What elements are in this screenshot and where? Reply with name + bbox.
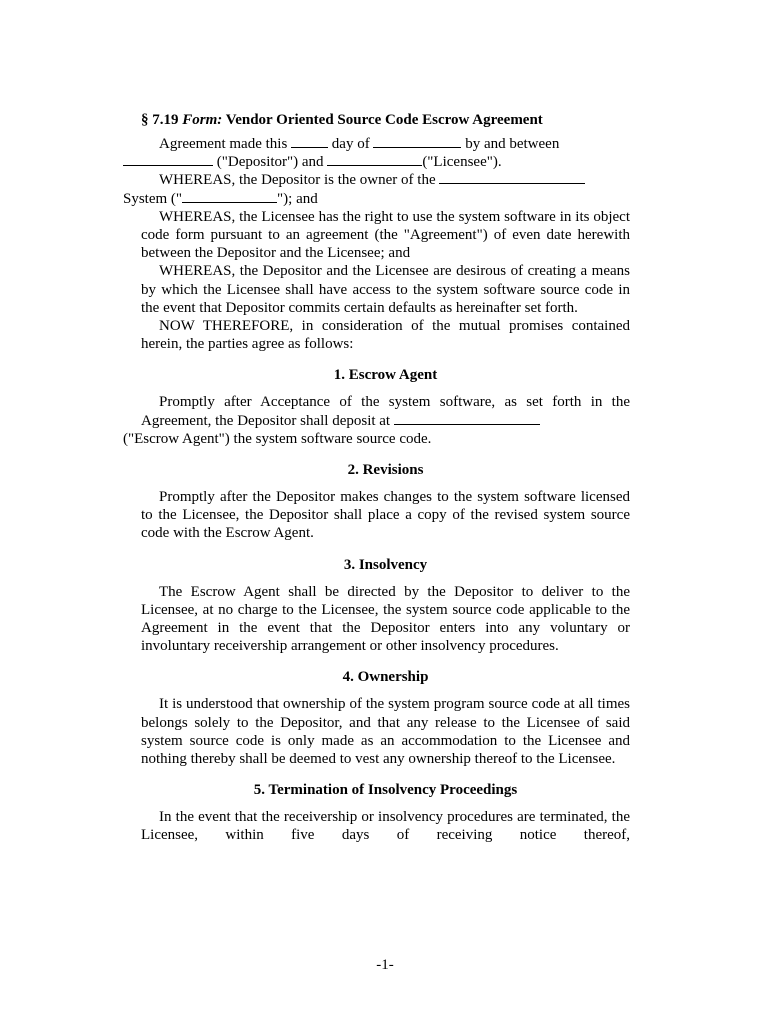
section-text-2: Promptly after the Depositor makes changes to the system software licensed to the Licensee, the Depositor shall place a copy of the revised system source code with the Escrow Agent.: [141, 489, 630, 542]
date-blank[interactable]: [291, 135, 328, 148]
intro-paragraph-1: Agreement made this day of by and between ("Depositor") and ("Licensee").: [141, 135, 630, 171]
section-heading-5: 5. Termination of Insolvency Proceedings: [253, 782, 518, 799]
section-heading-2: 2. Revisions: [347, 462, 424, 479]
section-text-1: Promptly after Acceptance of the system software, as set forth in the Agreement, the Depositor shall deposit at ("Escrow Agent") the system software source code.: [123, 394, 630, 447]
owner-blank[interactable]: [439, 171, 585, 184]
document-page: [123, 100, 630, 845]
depositor-blank[interactable]: [123, 153, 213, 166]
section-heading-3: 3. Insolvency: [343, 556, 428, 573]
section-text-5: In the event that the receivership or insolvency procedures are terminated, the Licensee, within five days of receiving notice thereof,: [141, 809, 630, 844]
section-text-3: The Escrow Agent shall be directed by the Depositor to deliver to the Licensee, at no charge to the Licensee, the system source code applicable to the Agreement in the event that the Depositor enters into any voluntary or involuntary receivership arrangement or other insolvency procedures.: [141, 583, 630, 655]
intro-paragraph-5: NOW THEREFORE, in consideration of the mutual promises contained herein, the parties agree as follows:: [141, 318, 630, 353]
intro-paragraph-3: WHEREAS, the Licensee has the right to use the system software in its object code form pursuant to an agreement (the "Agreement") of even date herewith between the Depositor and the Licensee; and: [141, 208, 630, 262]
section-heading-1: 1. Escrow Agent: [333, 367, 438, 384]
page-title: § 7.19 Form: Vendor Oriented Source Code Escrow Agreement: [141, 112, 543, 128]
intro-paragraph-4: WHEREAS, the Depositor and the Licensee are desirous of creating a means by which the Licensee shall have access to the system software source code in the event that Depositor commits certain defaults as hereinafter set forth.: [141, 263, 630, 316]
section-text-4: It is understood that ownership of the system program source code at all times belongs solely to the Depositor, and that any release to the Licensee of said system source code is only made as an accommodation to the Licensee and nothing thereby shall be deemed to vest any ownership thereof to the Licensee.: [141, 696, 630, 768]
licensee-blank[interactable]: [327, 153, 422, 166]
intro-paragraph-2: WHEREAS, the Depositor is the owner of the System (" "); and: [141, 171, 630, 207]
month-blank[interactable]: [373, 135, 461, 148]
system-blank[interactable]: [182, 190, 277, 203]
escrow-agent-blank[interactable]: [394, 412, 540, 425]
section-heading-4: 4. Ownership: [342, 669, 429, 686]
page-number: -1-: [376, 957, 394, 973]
